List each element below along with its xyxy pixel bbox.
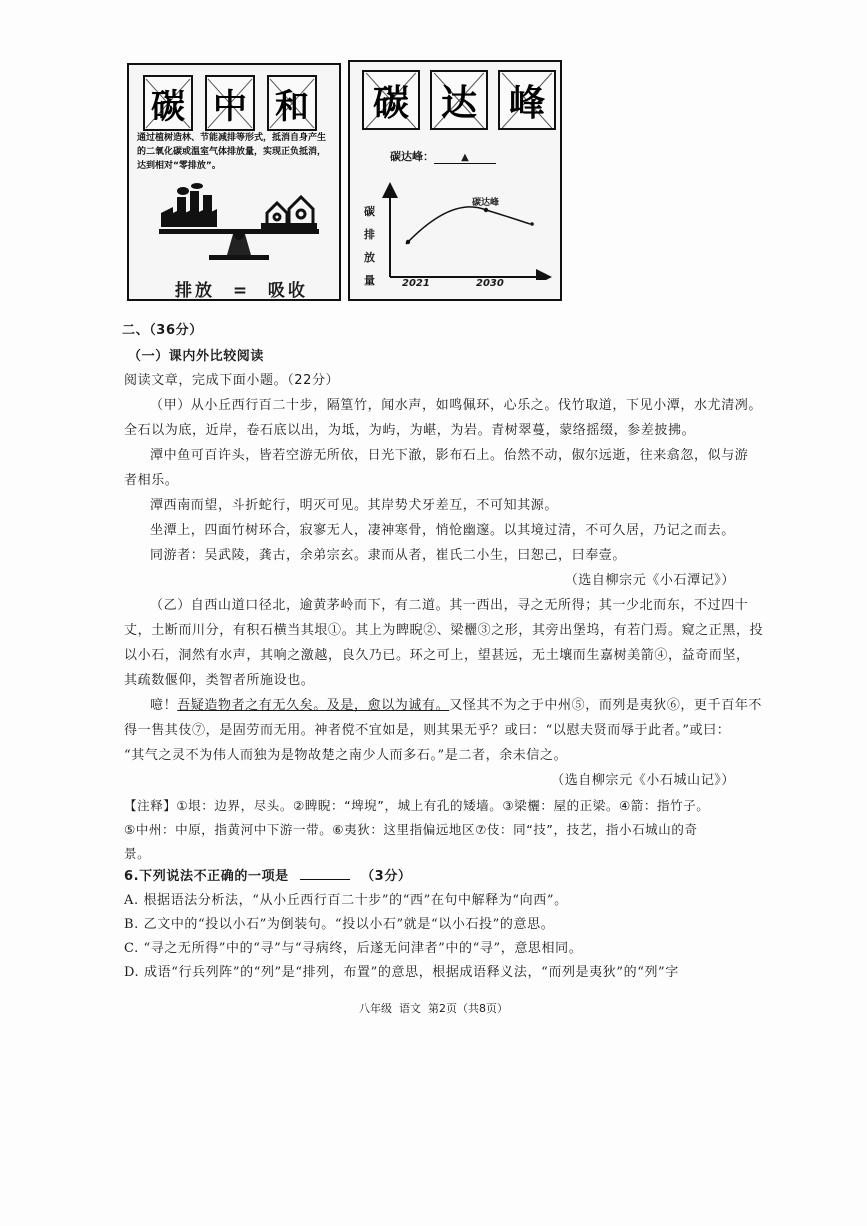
question-points: （3分） <box>361 869 412 884</box>
description-line: 达到相对“零排放”。 <box>137 161 221 171</box>
passage-b-source: （选自柳宗元《小石城山记》） <box>551 773 735 788</box>
underlined-sentence: 吾疑造物者之有无久矣。及是，愈以为诚有。 <box>177 698 450 713</box>
option-d: D. 成语“行兵列阵”的“列”是“排列，布置”的意思，根据成语释义法，“而列是夷狄”的“列”字 <box>124 965 679 980</box>
passage-b-line: 其疏数偃仰，类智者所施设也。 <box>124 673 315 688</box>
x-label-2021: 2021 <box>402 278 430 289</box>
balance-scale-illustration <box>149 183 329 265</box>
line-text: 噫！ <box>150 698 178 713</box>
instruction: 阅读文章，完成下面小题。（22分） <box>124 373 340 388</box>
carbon-peak-title <box>362 70 556 130</box>
title-char-cell <box>267 75 317 131</box>
y-axis-char: 量 <box>364 274 375 287</box>
passage-b-line: （乙）自西山道口径北，逾黄茅岭而下，有二道。其一西出，寻之无所得；其一少北而东，不过四十 <box>150 598 749 613</box>
notes-line: ⑤中州：中原，指黄河中下游一带。⑥夷狄：这里指偏远地区⑦伎：同“技”，技艺，指小石城山的奇 <box>124 822 698 837</box>
emission-curve-chart <box>382 182 552 280</box>
title-char: 碳 <box>372 82 409 124</box>
passage-b-line: “其气之灵不为伟人而独为是物故楚之南少人而多石。”是二者，余未信之。 <box>124 748 568 763</box>
factory-icon <box>161 183 217 227</box>
carbon-neutral-description <box>137 131 337 173</box>
question-stem <box>124 867 412 887</box>
title-char-cell <box>143 75 193 131</box>
y-axis-char: 放 <box>364 251 375 264</box>
notes-line: 【注释】①垠：边界，尽头。②睥睨：“埤堄”，城上有孔的矮墙。③梁欐：屋的正梁。④箭：指竹子。 <box>124 798 710 813</box>
title-char-cell <box>205 75 255 131</box>
passage-a-line: （甲）从小丘西行百二十步，隔篁竹，闻水声，如鸣佩环，心乐之。伐竹取道，下见小潭，水尤清冽。 <box>150 398 763 413</box>
description-line: 通过植树造林、节能减排等形式，抵消自身产生 <box>137 133 327 143</box>
title-char: 峰 <box>508 82 545 124</box>
answer-blank[interactable] <box>300 879 350 880</box>
passage-a-line: 坐潭上，四面竹树环合，寂寥无人，凄神寒骨，悄怆幽邃。以其境过清，不可久居，乃记之而去。 <box>150 523 735 538</box>
title-char-cell <box>498 70 556 130</box>
description-line: 的二氧化碳或温室气体排放量，实现正负抵消， <box>137 147 327 157</box>
carbon-neutral-title <box>143 75 317 131</box>
x-label-2030: 2030 <box>476 278 504 289</box>
houses-icon <box>267 197 313 227</box>
passage-a-source: （选自柳宗元《小石潭记》） <box>564 573 735 588</box>
carbon-peak-panel <box>348 60 562 301</box>
start-point <box>406 240 410 244</box>
passage-a-line: 同游者：吴武陵，龚古，余弟宗玄。隶而从者，崔氏二小生，曰恕己，曰奉壹。 <box>150 548 627 563</box>
blank-mark: ▲ <box>434 152 496 164</box>
passage-a-line: 全石以为底，近岸，卷石底以出，为坻，为屿，为嵁，为岩。青树翠蔓，蒙络摇缀，参差披拂。 <box>124 423 696 438</box>
section-heading: 二、（36分） <box>122 323 203 338</box>
carbon-peak-blank <box>390 148 496 164</box>
passage-b-line <box>150 696 762 716</box>
option-a: A. 根据语法分析法，“从小丘西行百二十步”的“西”在句中解释为“向西”。 <box>124 893 568 908</box>
title-char: 和 <box>275 86 309 127</box>
end-point <box>530 222 534 226</box>
y-axis-char: 排 <box>364 228 375 241</box>
notes-line: 景。 <box>124 846 151 861</box>
peak-label: 碳达峰 <box>472 198 500 208</box>
peak-point <box>484 208 488 212</box>
blank-label: 碳达峰： <box>390 150 434 163</box>
question-text: 6.下列说法不正确的一项是 <box>124 869 289 884</box>
balance-equation: 排放 = 吸收 <box>175 281 308 301</box>
passage-a-line: 潭中鱼可百许头，皆若空游无所依，日光下澈，影布石上。佁然不动，俶尔远逝，往来翕忽，似与游 <box>150 448 749 463</box>
line-text: 又怪其不为之于中州⑤，而列是夷狄⑥，更千百年不 <box>449 698 763 713</box>
title-char-cell <box>362 70 420 130</box>
y-axis-char: 碳 <box>364 205 375 218</box>
y-axis-label <box>364 200 378 292</box>
option-b: B. 乙文中的“投以小石”为倒装句。“投以小石”就是“以小石投”的意思。 <box>124 917 555 932</box>
passage-b-line: 丈，土断而川分，有积石横当其垠①。其上为睥睨②、梁欐③之形，其旁出堡坞，有若门焉。窥之正黑，投 <box>124 623 764 638</box>
title-char: 中 <box>213 86 247 127</box>
option-c: C. “寻之无所得”中的“寻”与“寻病终，后遂无问津者”中的“寻”，意思相同。 <box>124 941 583 956</box>
title-char-cell <box>430 70 488 130</box>
title-char: 达 <box>440 82 477 124</box>
sub-heading: （一）课内外比较阅读 <box>128 349 265 364</box>
passage-b-line: 以小石，洞然有水声，其响之激越，良久乃已。环之可上，望甚远，无土壤而生嘉树美箭④，益奇而坚， <box>124 648 750 663</box>
passage-b-line: 得一售其伎⑦，是固劳而无用。神者傥不宜如是，则其果无乎？或曰：“以慰夫贤而辱于此者。”或曰： <box>124 723 731 738</box>
page-footer: 八年级 语文 第2页（共8页） <box>359 1002 508 1015</box>
carbon-neutral-panel <box>127 63 341 301</box>
emission-curve <box>406 207 530 244</box>
title-char: 碳 <box>151 86 185 127</box>
passage-a-line: 潭西南而望，斗折蛇行，明灭可见。其岸势犬牙差互，不可知其源。 <box>150 498 559 513</box>
passage-a-line: 者相乐。 <box>124 473 179 488</box>
